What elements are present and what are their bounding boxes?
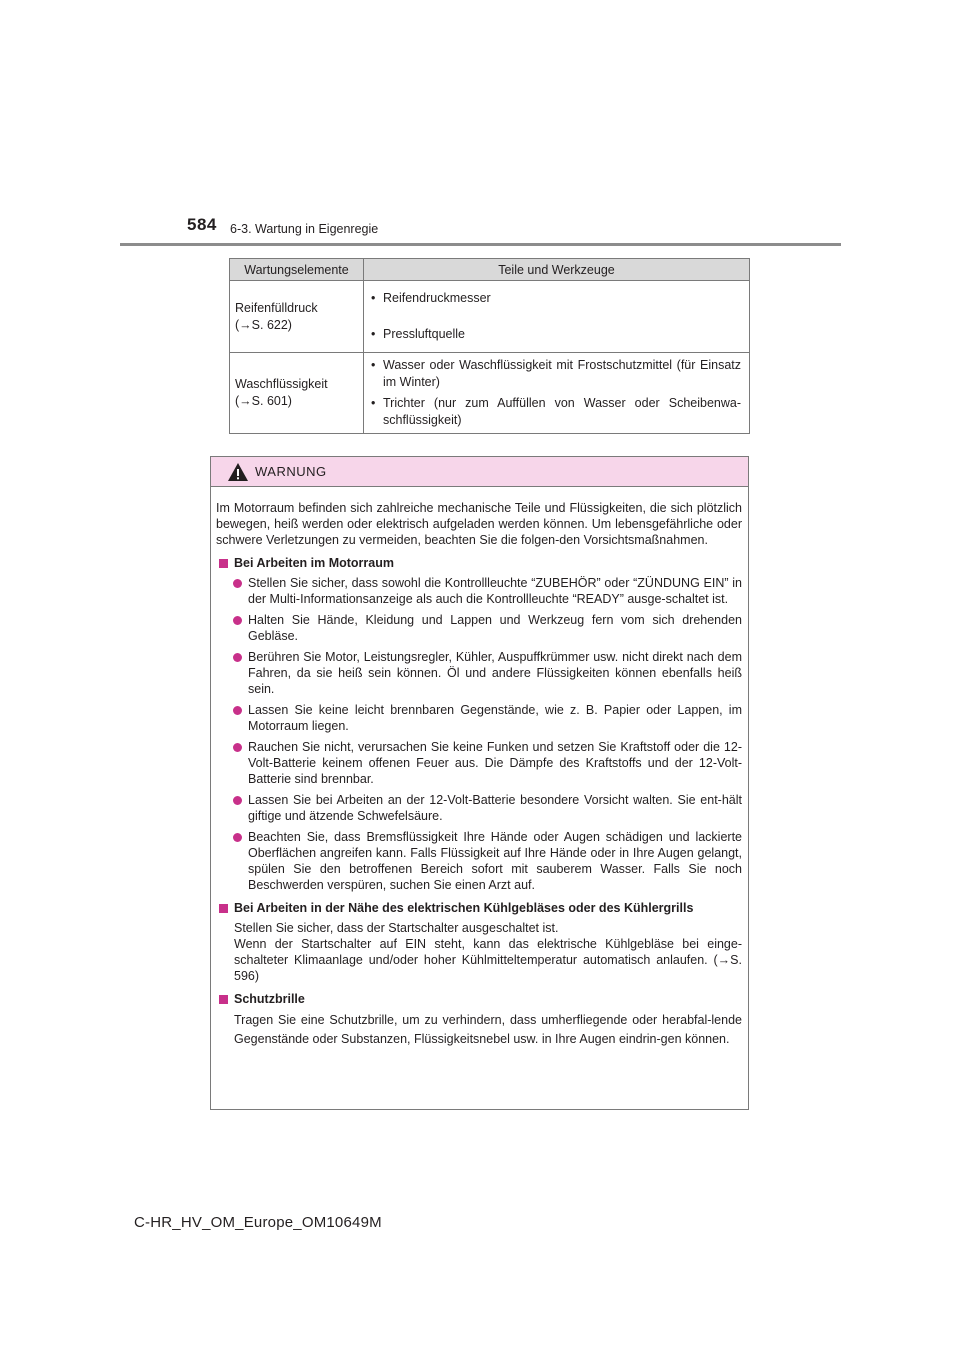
paragraph: Tragen Sie eine Schutzbrille, um zu verhindern, dass umherfliegende oder herabfal-lende Gegenstände oder Substanzen, Flüssigkeitsnebel usw. in Ihre Augen eindrin-gen können. <box>234 1013 742 1046</box>
section-heading: Schutzbrille <box>216 991 742 1007</box>
paragraph-line: Wenn der Startschalter auf EIN steht, kann das elektrische Kühlgebläse bei einge-schalteter Klimaanlage und/oder hoher Kühlmitteltemperatur automatisch anlaufen. (→S. 596) <box>234 937 742 983</box>
list-item: Lassen Sie keine leicht brennbaren Gegenstände, wie z. B. Papier oder Lappen, im Motorraum liegen. <box>216 702 742 734</box>
tools-cell <box>364 353 750 434</box>
document-code: C-HR_HV_OM_Europe_OM10649M <box>134 1214 382 1231</box>
table-header-cell: Teile und Werkzeuge <box>364 259 750 281</box>
table-header-cell: Wartungselemente <box>230 259 364 281</box>
maintenance-item-cell <box>230 353 364 434</box>
page-number: 584 <box>187 215 217 234</box>
warning-body <box>211 487 748 1049</box>
tool-list <box>371 290 741 343</box>
bullet-list <box>216 575 742 893</box>
list-item: Berühren Sie Motor, Leistungsregler, Kühler, Auspuffkrümmer usw. nicht direkt nach dem Fahren, da sie heiß sein können. Öl und andere Flüssigkeiten können ebenfalls heiß sein. <box>216 649 742 697</box>
paragraph <box>216 920 742 984</box>
list-item: Halten Sie Hände, Kleidung und Lappen und Werkzeug fern vom sich drehenden Gebläse. <box>216 612 742 644</box>
maintenance-tools-table <box>229 258 750 434</box>
list-item: Beachten Sie, dass Bremsflüssigkeit Ihre Hände oder Augen schädigen und lackierte Oberflächen angreifen kann. Falls Flüssigkeit auf Ihre Hände oder in Ihre Augen gelangt, spülen Sie den betroffenen Bereich sofort mit sauberem Wasser. Falls Sie noch Beschwerden verspüren, suchen Sie einen Arzt auf. <box>216 829 742 893</box>
page-reference: (→S. 622) <box>235 317 292 332</box>
list-item: Stellen Sie sicher, dass sowohl die Kontrollleuchte “ZUBEHÖR” oder “ZÜNDUNG EIN” in der Multi-Informationsanzeige als auch die Kontrollleuchte “READY” ausge-schaltet ist. <box>216 575 742 607</box>
maintenance-item-label: Reifenfülldruck <box>235 300 318 315</box>
warning-triangle-icon <box>227 462 249 482</box>
list-item: • Pressluftquelle <box>371 326 741 343</box>
list-item: Rauchen Sie nicht, verursachen Sie keine Funken und setzen Sie Kraftstoff oder die 12-Volt-Batterie keinem offenen Feuer aus. Die Dämpfe des Kraftstoffs und der 12-Volt-Batterie sind brennbar. <box>216 739 742 787</box>
page-reference: (→S. 601) <box>235 394 292 408</box>
section-title: 6-3. Wartung in Eigenregie <box>230 222 379 236</box>
list-item: Lassen Sie bei Arbeiten an der 12-Volt-Batterie besondere Vorsicht walten. Sie ent-hält giftige und ätzende Schwefelsäure. <box>216 792 742 824</box>
table-row <box>230 281 750 353</box>
tools-cell <box>364 281 750 353</box>
section-heading: Bei Arbeiten in der Nähe des elektrischen Kühlgebläses oder des Kühlergrills <box>216 900 742 916</box>
warning-title: WARNUNG <box>255 464 327 479</box>
paragraph-line: Stellen Sie sicher, dass der Startschalter ausgeschaltet ist. <box>234 921 559 935</box>
list-item: • Wasser oder Waschflüssigkeit mit Frostschutzmittel (für Einsatz im Winter) <box>371 357 741 391</box>
list-item: • Reifendruckmesser <box>371 290 741 307</box>
warning-header <box>211 457 748 487</box>
section-heading: Bei Arbeiten im Motorraum <box>216 555 742 571</box>
list-item: • Trichter (nur zum Auffüllen von Wasser oder Scheibenwa-schflüssigkeit) <box>371 395 741 429</box>
warning-intro: Im Motorraum befinden sich zahlreiche mechanische Teile und Flüssigkeiten, die sich plötzlich bewegen, heiß werden oder elektrisch aufgeladen werden können. Um lebensgefährliche oder schwere Verletzungen zu vermeiden, beachten Sie die folgen-den Vorsichtsmaßnahmen. <box>216 501 742 547</box>
maintenance-item-cell <box>230 281 364 353</box>
table-header-row <box>230 259 750 281</box>
tool-list <box>371 357 741 429</box>
warning-box <box>210 456 749 1110</box>
header-divider <box>120 243 841 246</box>
maintenance-item-label: Waschflüssigkeit <box>235 377 328 391</box>
table-row <box>230 353 750 434</box>
